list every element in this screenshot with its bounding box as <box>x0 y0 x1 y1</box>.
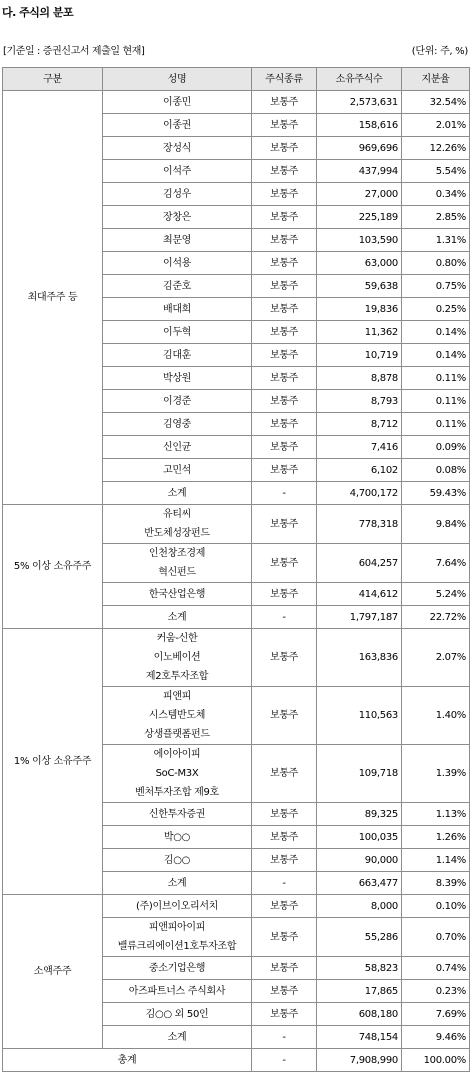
ratio-cell: 9.46% <box>402 1026 470 1049</box>
holder-name-line: 장성식 <box>162 142 192 154</box>
shareholder-distribution-table <box>2 67 470 1072</box>
holder-name-cell <box>103 229 252 252</box>
share-type-cell: 보통주 <box>252 745 317 803</box>
holder-name-line: 김○○ <box>163 854 191 866</box>
holder-name-cell <box>103 687 252 745</box>
share-type-cell: 보통주 <box>252 137 317 160</box>
share-type-cell: 보통주 <box>252 980 317 1003</box>
ratio-cell: 1.13% <box>402 803 470 826</box>
holder-name-line: SoC-M3X <box>155 768 199 779</box>
holder-name-line: 박○○ <box>163 831 191 843</box>
ratio-cell: 1.26% <box>402 826 470 849</box>
header-share-type: 주식종류 <box>252 68 317 91</box>
holder-name-line: 혁신펀드 <box>158 567 196 578</box>
holder-name-cell <box>103 1026 252 1049</box>
header-name: 성명 <box>103 68 252 91</box>
ratio-cell: 1.39% <box>402 745 470 803</box>
ratio-cell: 2.85% <box>402 206 470 229</box>
shares-cell: 100,035 <box>317 826 402 849</box>
ratio-cell: 22.72% <box>402 606 470 629</box>
holder-name-line: 이두혁 <box>162 326 192 338</box>
holder-name-cell <box>103 436 252 459</box>
holder-name-line: 박상원 <box>162 372 192 384</box>
shares-cell: 969,696 <box>317 137 402 160</box>
holder-name-cell <box>103 344 252 367</box>
shares-cell: 10,719 <box>317 344 402 367</box>
holder-name-cell <box>103 918 252 957</box>
shares-cell: 8,878 <box>317 367 402 390</box>
holder-name-cell <box>103 252 252 275</box>
shares-cell: 8,000 <box>317 895 402 918</box>
holder-name-line: 이종민 <box>162 96 192 108</box>
ratio-cell: 12.26% <box>402 137 470 160</box>
unit-note: (단위: 주, %) <box>411 46 468 57</box>
shares-cell: 110,563 <box>317 687 402 745</box>
header-category: 구분 <box>3 68 103 91</box>
holder-name-cell <box>103 137 252 160</box>
holder-name-line: 에이아이피 <box>153 749 201 760</box>
holder-name-line: 소계 <box>167 1031 187 1043</box>
holder-name-line: 커움-신한 <box>156 633 198 644</box>
holder-name-line: 피앤피 <box>162 691 192 702</box>
holder-name-line: 상생플랫폼펀드 <box>144 729 210 740</box>
header-shares: 소유주식수 <box>317 68 402 91</box>
table-row <box>3 895 470 918</box>
ratio-cell: 0.75% <box>402 275 470 298</box>
shares-cell: 225,189 <box>317 206 402 229</box>
shares-cell: 748,154 <box>317 1026 402 1049</box>
category-cell: 소액주주 <box>3 895 103 1049</box>
holder-name-line: 김영중 <box>162 418 192 430</box>
holder-name-line: 최문영 <box>162 234 192 246</box>
holder-name-line: 고민석 <box>162 464 192 476</box>
share-type-cell: 보통주 <box>252 583 317 606</box>
holder-name-line: 시스템반도체 <box>148 710 206 721</box>
ratio-cell: 7.69% <box>402 1003 470 1026</box>
holder-name-line: 한국산업은행 <box>148 588 206 600</box>
category-cell: 최대주주 등 <box>3 91 103 505</box>
ratio-cell: 7.64% <box>402 544 470 583</box>
total-shares-cell: 7,908,990 <box>317 1049 402 1072</box>
total-label-cell: 총계 <box>3 1049 252 1072</box>
share-type-cell: 보통주 <box>252 544 317 583</box>
ratio-cell: 0.14% <box>402 321 470 344</box>
holder-name-cell <box>103 367 252 390</box>
category-cell: 1% 이상 소유주주 <box>3 629 103 895</box>
share-type-cell: 보통주 <box>252 803 317 826</box>
share-type-cell: 보통주 <box>252 1003 317 1026</box>
share-type-cell: 보통주 <box>252 183 317 206</box>
holder-name-cell <box>103 629 252 687</box>
shares-cell: 11,362 <box>317 321 402 344</box>
holder-name-line: 김대훈 <box>162 349 192 361</box>
holder-name-line: 김성우 <box>162 188 192 200</box>
holder-name-cell <box>103 390 252 413</box>
share-type-cell: 보통주 <box>252 321 317 344</box>
table-body <box>3 91 470 1072</box>
holder-name-cell <box>103 895 252 918</box>
share-type-cell: 보통주 <box>252 687 317 745</box>
holder-name-line: 소계 <box>167 877 187 889</box>
holder-name-cell <box>103 91 252 114</box>
share-type-cell: - <box>252 1026 317 1049</box>
table-row <box>3 629 470 687</box>
share-type-cell: 보통주 <box>252 826 317 849</box>
holder-name-cell <box>103 803 252 826</box>
ratio-cell: 0.08% <box>402 459 470 482</box>
shares-cell: 17,865 <box>317 980 402 1003</box>
ratio-cell: 5.54% <box>402 160 470 183</box>
holder-name-line: 이노베이션 <box>153 652 201 663</box>
holder-name-line: 신한투자증권 <box>148 808 206 820</box>
holder-name-cell <box>103 1003 252 1026</box>
holder-name-cell <box>103 745 252 803</box>
shares-cell: 437,994 <box>317 160 402 183</box>
holder-name-line: 소계 <box>167 611 187 623</box>
holder-name-cell <box>103 849 252 872</box>
share-type-cell: 보통주 <box>252 390 317 413</box>
shares-cell: 19,836 <box>317 298 402 321</box>
holder-name-line: 신인균 <box>162 441 192 453</box>
shares-cell: 109,718 <box>317 745 402 803</box>
holder-name-cell <box>103 160 252 183</box>
shares-cell: 8,712 <box>317 413 402 436</box>
ratio-cell: 0.11% <box>402 367 470 390</box>
shares-cell: 608,180 <box>317 1003 402 1026</box>
shares-cell: 63,000 <box>317 252 402 275</box>
ratio-cell: 0.34% <box>402 183 470 206</box>
holder-name-cell <box>103 321 252 344</box>
shares-cell: 89,325 <box>317 803 402 826</box>
ratio-cell: 32.54% <box>402 91 470 114</box>
share-type-cell: 보통주 <box>252 252 317 275</box>
ratio-cell: 59.43% <box>402 482 470 505</box>
share-type-cell: 보통주 <box>252 298 317 321</box>
holder-name-cell <box>103 872 252 895</box>
shares-cell: 1,797,187 <box>317 606 402 629</box>
holder-name-line: 이석용 <box>162 257 192 269</box>
ratio-cell: 1.31% <box>402 229 470 252</box>
holder-name-line: 벤처투자조합 제9호 <box>135 787 219 798</box>
shares-cell: 4,700,172 <box>317 482 402 505</box>
total-ratio-cell: 100.00% <box>402 1049 470 1072</box>
ratio-cell: 0.14% <box>402 344 470 367</box>
holder-name-cell <box>103 583 252 606</box>
holder-name-line: 반도체성장펀드 <box>144 528 210 539</box>
shares-cell: 8,793 <box>317 390 402 413</box>
category-cell: 5% 이상 소유주주 <box>3 505 103 629</box>
shares-cell: 2,573,631 <box>317 91 402 114</box>
holder-name-line: 이종권 <box>162 119 192 131</box>
holder-name-cell <box>103 957 252 980</box>
ratio-cell: 0.25% <box>402 298 470 321</box>
share-type-cell: 보통주 <box>252 91 317 114</box>
share-type-cell: 보통주 <box>252 160 317 183</box>
share-type-cell: 보통주 <box>252 918 317 957</box>
ratio-cell: 0.23% <box>402 980 470 1003</box>
share-type-cell: 보통주 <box>252 413 317 436</box>
holder-name-line: 이경준 <box>162 395 192 407</box>
shares-cell: 7,416 <box>317 436 402 459</box>
share-type-cell: 보통주 <box>252 114 317 137</box>
share-type-cell: 보통주 <box>252 849 317 872</box>
ratio-cell: 0.11% <box>402 390 470 413</box>
shares-cell: 414,612 <box>317 583 402 606</box>
ratio-cell: 0.11% <box>402 413 470 436</box>
ratio-cell: 2.07% <box>402 629 470 687</box>
share-type-cell: 보통주 <box>252 367 317 390</box>
holder-name-line: 아즈파트너스 주식회사 <box>128 985 226 997</box>
shares-cell: 27,000 <box>317 183 402 206</box>
ratio-cell: 0.09% <box>402 436 470 459</box>
holder-name-cell <box>103 980 252 1003</box>
holder-name-cell <box>103 544 252 583</box>
share-type-cell: 보통주 <box>252 344 317 367</box>
section-title: 다. 주식의 분포 <box>2 6 74 19</box>
holder-name-cell <box>103 413 252 436</box>
holder-name-line: 장창은 <box>162 211 192 223</box>
holder-name-cell <box>103 298 252 321</box>
share-type-cell: 보통주 <box>252 206 317 229</box>
holder-name-cell <box>103 114 252 137</box>
ratio-cell: 0.80% <box>402 252 470 275</box>
holder-name-line: 이석주 <box>162 165 192 177</box>
ratio-cell: 1.14% <box>402 849 470 872</box>
header-ratio: 지분율 <box>402 68 470 91</box>
holder-name-line: 김○○ 외 50인 <box>145 1008 209 1020</box>
shares-cell: 158,616 <box>317 114 402 137</box>
total-row <box>3 1049 470 1072</box>
shares-cell: 604,257 <box>317 544 402 583</box>
share-type-cell: 보통주 <box>252 505 317 544</box>
ratio-cell: 5.24% <box>402 583 470 606</box>
holder-name-cell <box>103 826 252 849</box>
ratio-cell: 0.74% <box>402 957 470 980</box>
shares-cell: 55,286 <box>317 918 402 957</box>
table-header-row <box>3 68 470 91</box>
holder-name-line: 유티씨 <box>162 509 192 520</box>
shares-cell: 6,102 <box>317 459 402 482</box>
shares-cell: 58,823 <box>317 957 402 980</box>
share-type-cell: 보통주 <box>252 436 317 459</box>
holder-name-line: (주)이브이오리서치 <box>135 900 219 912</box>
holder-name-line: 피앤피아이피 <box>148 922 206 933</box>
holder-name-cell <box>103 606 252 629</box>
holder-name-line: 배대희 <box>162 303 192 315</box>
share-type-cell: - <box>252 482 317 505</box>
shares-cell: 103,590 <box>317 229 402 252</box>
shares-cell: 663,477 <box>317 872 402 895</box>
ratio-cell: 9.84% <box>402 505 470 544</box>
share-type-cell: 보통주 <box>252 957 317 980</box>
ratio-cell: 2.01% <box>402 114 470 137</box>
table-row <box>3 505 470 544</box>
share-type-cell: - <box>252 606 317 629</box>
ratio-cell: 1.40% <box>402 687 470 745</box>
shares-cell: 163,836 <box>317 629 402 687</box>
shares-cell: 59,638 <box>317 275 402 298</box>
share-type-cell: 보통주 <box>252 895 317 918</box>
shares-cell: 90,000 <box>317 849 402 872</box>
share-type-cell: 보통주 <box>252 275 317 298</box>
ratio-cell: 0.10% <box>402 895 470 918</box>
shares-cell: 778,318 <box>317 505 402 544</box>
ratio-cell: 0.70% <box>402 918 470 957</box>
total-type-cell: - <box>252 1049 317 1072</box>
holder-name-line: 소계 <box>167 487 187 499</box>
ratio-cell: 8.39% <box>402 872 470 895</box>
table-row <box>3 91 470 114</box>
holder-name-cell <box>103 505 252 544</box>
holder-name-cell <box>103 459 252 482</box>
holder-name-line: 밸류크리에이션1호투자조합 <box>117 941 237 952</box>
holder-name-cell <box>103 206 252 229</box>
base-date-note: [기준일 : 증권신고서 제출일 현재] <box>3 46 145 57</box>
holder-name-line: 중소기업은행 <box>148 962 206 974</box>
holder-name-line: 제2호투자조합 <box>145 671 209 682</box>
holder-name-line: 인천창조경제 <box>148 548 206 559</box>
share-type-cell: 보통주 <box>252 229 317 252</box>
share-type-cell: 보통주 <box>252 629 317 687</box>
share-type-cell: - <box>252 872 317 895</box>
holder-name-cell <box>103 482 252 505</box>
share-type-cell: 보통주 <box>252 459 317 482</box>
holder-name-line: 김준호 <box>162 280 192 292</box>
holder-name-cell <box>103 275 252 298</box>
holder-name-cell <box>103 183 252 206</box>
